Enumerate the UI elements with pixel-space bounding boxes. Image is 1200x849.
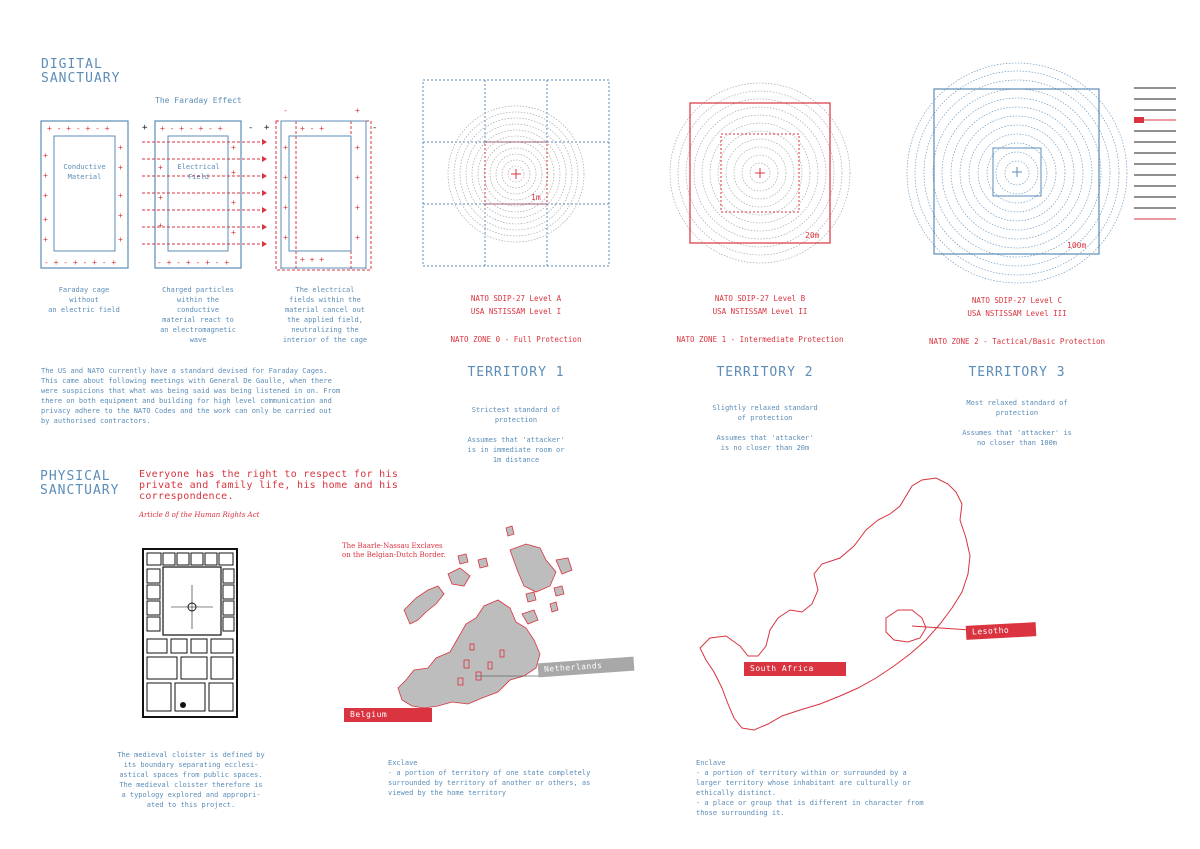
- svg-text:+: +: [43, 171, 48, 180]
- svg-text:+: +: [355, 143, 360, 152]
- belgium-label: Belgium: [344, 708, 432, 722]
- svg-text:+: +: [118, 211, 123, 220]
- svg-text:+ - + - + - +: + - + - + - +: [47, 124, 110, 133]
- human-rights-quote: Everyone has the right to respect for his private and family life, his home and his correspondence.: [139, 469, 399, 502]
- svg-text:+: +: [142, 123, 148, 133]
- territory-2-desc1: Slightly relaxed standard of protection: [712, 404, 818, 422]
- svg-text:+: +: [355, 233, 360, 242]
- faraday-cage-3: [264, 106, 377, 270]
- territory-2-zone: NATO ZONE 1 - Intermediate Protection: [676, 335, 844, 344]
- territory-3-desc1: Most relaxed standard of protection: [966, 399, 1068, 417]
- lesotho-label: Lesotho: [966, 622, 1037, 640]
- enclave-text: Enclave - a portion of territory within or surrounded by a larger territory whose inhabitant are culturally or ethically distinct. - a place or group that is different in character from those surrounding it.: [696, 759, 924, 817]
- faraday-cage-1: [41, 121, 128, 268]
- territory-1-levels: NATO SDIP-27 Level A USA NSTISSAM Level I: [470, 294, 562, 316]
- svg-text:+: +: [264, 123, 270, 133]
- digital-sanctuary-title: DIGITAL SANCTUARY: [41, 57, 121, 86]
- quote-source: Article 8 of the Human Rights Act: [139, 511, 260, 519]
- exclave-text: Exclave - a portion of territory of one state completely surrounded by territory of another or others, as viewed by the home territory: [388, 759, 591, 797]
- cage1-caption: Faraday cage without an electric field: [48, 286, 120, 314]
- baarle-map: [340, 520, 640, 730]
- cage2-caption: Charged particles within the conductive material react to an electromagnetic wave: [160, 286, 236, 344]
- svg-text:-: -: [283, 106, 288, 115]
- svg-text:+: +: [118, 143, 123, 152]
- baarle-title: The Baarle-Nassau Exclaves on the Belgian-Dutch Border.: [342, 542, 446, 559]
- svg-text:+: +: [231, 143, 236, 152]
- svg-text:- + - + - + - +: - + - + - + - +: [157, 258, 230, 267]
- svg-text:-: -: [248, 123, 254, 133]
- svg-text:+: +: [283, 173, 288, 182]
- territory-2-distance: 20m: [805, 231, 820, 240]
- territory-1-zone: NATO ZONE 0 - Full Protection: [450, 335, 582, 344]
- svg-text:+ - + - + - +: + - + - + - +: [160, 124, 223, 133]
- cage1-label: Conductive Material: [63, 163, 106, 181]
- south-africa-label: South Africa: [744, 662, 846, 676]
- nato-paragraph: The US and NATO currently have a standard devised for Faraday Cages. This came about following meetings with General De Gaulle, when there were suspicions that what was being said was being listened in on. From there on both equipment and building for high level communication and privacy adhere to the NATO Codes and the work can only be carried out by authorised contractors.: [41, 367, 341, 425]
- territory-3-zone: NATO ZONE 2 - Tactical/Basic Protection: [928, 337, 1106, 346]
- territory-3-desc2: Assumes that 'attacker' is no closer than 100m: [962, 429, 1072, 447]
- svg-text:-: -: [372, 123, 378, 133]
- svg-text:+: +: [158, 163, 163, 172]
- svg-text:+: +: [118, 163, 123, 172]
- svg-text:+: +: [118, 191, 123, 200]
- svg-text:+: +: [355, 106, 360, 115]
- svg-text:+: +: [283, 233, 288, 242]
- svg-text:+: +: [158, 193, 163, 202]
- svg-text:+ - +: + - +: [300, 124, 325, 133]
- territory-3-levels: NATO SDIP-27 Level C USA NSTISSAM Level III: [967, 296, 1067, 318]
- territory-1-diagram: [423, 80, 609, 266]
- territory-1-title: TERRITORY 1: [467, 365, 565, 380]
- territory-1-distance: 1m: [531, 193, 541, 202]
- territory-3-distance: 100m: [1067, 241, 1087, 250]
- faraday-cage-2: [142, 121, 267, 268]
- south-africa-map: [690, 470, 980, 740]
- netherlands-label: Netherlands: [538, 657, 635, 678]
- territory-2-desc2: Assumes that 'attacker' is no closer than 20m: [716, 434, 814, 452]
- cage3-caption: The electrical fields within the material cancel out the applied field, neutralizing the interior of the cage: [282, 286, 368, 344]
- svg-text:- + - + - + - +: - + - + - + - +: [44, 258, 117, 267]
- cloister-plan: [141, 545, 241, 721]
- svg-text:+: +: [231, 198, 236, 207]
- svg-text:+: +: [355, 173, 360, 182]
- physical-sanctuary-title: PHYSICAL SANCTUARY: [40, 469, 120, 498]
- svg-text:+ + +: + + +: [300, 255, 325, 264]
- svg-text:+: +: [158, 221, 163, 230]
- svg-text:+: +: [283, 143, 288, 152]
- cloister-caption: The medieval cloister is defined by its boundary separating ecclesi- astical spaces from public spaces. The medieval cloister therefore is a typology explored and appropri- ated to this project.: [117, 751, 265, 809]
- svg-text:+: +: [283, 203, 288, 212]
- svg-text:+: +: [43, 151, 48, 160]
- svg-text:+: +: [231, 228, 236, 237]
- cage2-label: Electrical Field: [177, 163, 220, 181]
- territory-2-title: TERRITORY 2: [716, 365, 814, 380]
- territory-2-levels: NATO SDIP-27 Level B USA NSTISSAM Level II: [712, 294, 808, 316]
- territory-3-diagram: [906, 62, 1128, 284]
- territory-3-title: TERRITORY 3: [968, 365, 1066, 380]
- territory-2-diagram: [667, 80, 853, 266]
- scale-bars: [1134, 86, 1176, 228]
- svg-text:+: +: [43, 235, 48, 244]
- faraday-cage-diagram: [0, 0, 400, 280]
- svg-text:+: +: [231, 168, 236, 177]
- territory-1-desc2: Assumes that 'attacker' is in immediate room or 1m distance: [467, 436, 565, 464]
- faraday-effect-title: The Faraday Effect: [155, 96, 242, 105]
- svg-text:+: +: [43, 191, 48, 200]
- svg-text:+: +: [355, 203, 360, 212]
- svg-text:+: +: [118, 235, 123, 244]
- svg-text:+: +: [43, 215, 48, 224]
- territory-1-desc1: Strictest standard of protection: [471, 406, 561, 424]
